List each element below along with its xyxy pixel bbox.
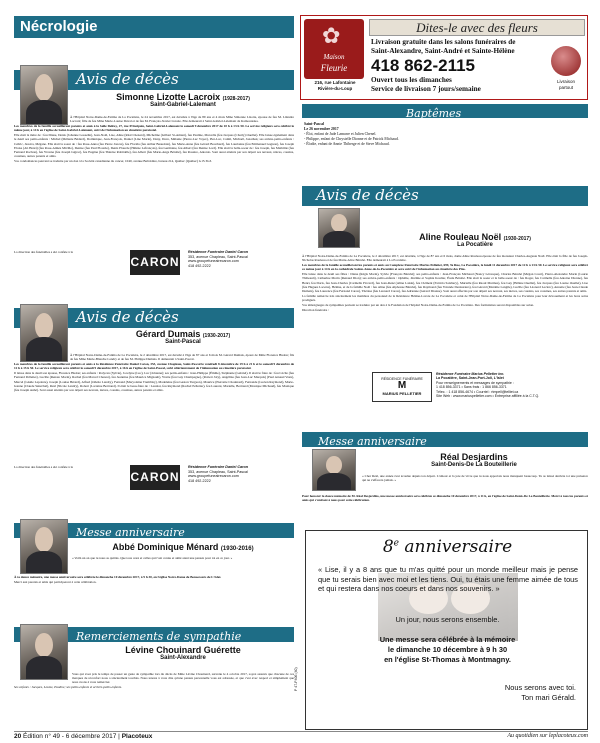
eighth-mass-line1: Une messe sera célébrée à la mémoire bbox=[379, 635, 516, 644]
remerciements-heading bbox=[72, 645, 294, 661]
obituary-1-place: Saint-Gabriel-Lalemant bbox=[150, 102, 216, 108]
footer-brand: Placoteux bbox=[121, 733, 153, 740]
eighth-title: anniversaire bbox=[404, 537, 513, 557]
pelletier-line2: Pour renseignements et messages de sympathie : bbox=[436, 380, 514, 385]
eighth-closing-line1: Nous serons avec toi. bbox=[504, 683, 576, 692]
eighth-anniversary-title bbox=[306, 537, 589, 557]
obituary-3-text bbox=[302, 254, 588, 313]
remerciements-p2: Ses enfants : Jacques, Louise, Pauline; ses petits-enfants et arrière-petits-enfants. bbox=[14, 685, 122, 690]
desjardins-quote: « Cher Réal, une année s'est écoulée depuis ton départ. L'amour et la joie de vivre que tu nous apportais nous manquent beaucoup. Tu as laissé derrière toi une présence qui ne s'effacera jamais. » bbox=[362, 474, 588, 483]
obituary-1-years: (1928-2017) bbox=[222, 96, 250, 102]
partner-line1: Livraison bbox=[556, 79, 575, 84]
globe-icon bbox=[551, 46, 581, 76]
ad-line4: Service de livraison 7 jours/semaine bbox=[371, 85, 481, 93]
ad-line2: Saint-Alexandre, Saint-André et Sainte-Hélène bbox=[371, 47, 515, 55]
menard-quote: « Voilà un an que tu nous as quittés. Que tous ceux et celles qui t'ont connu et aimé aient une pensée pour toi en ce jour. » bbox=[72, 556, 233, 560]
bapteme-item: - Éloi, enfant de Jade Lamarre et Julien Chenel. bbox=[304, 132, 377, 136]
menard-name-line bbox=[72, 542, 294, 552]
footer-page-number: 20 bbox=[14, 733, 22, 740]
desjardins-photo bbox=[312, 449, 356, 491]
obituary-1-p4: Vos condoléances peuvent se traduire par un don à la Société canadienne du cancer, 1040, avenue Belvédère, bureau 214, Québec (Québec) G1S 3G3. bbox=[14, 158, 213, 163]
partner-line2: partout bbox=[558, 84, 573, 90]
footer-separator: | bbox=[118, 733, 120, 740]
baptemes-band bbox=[302, 104, 588, 118]
eighth-sup: e bbox=[393, 538, 399, 549]
eighth-mass-line3: en l'église St-Thomas à Montmagny. bbox=[384, 655, 511, 664]
eighth-mass-line2: le dimanche 10 décembre à 9 h 30 bbox=[387, 645, 508, 654]
bapteme-item: - Philippe, enfant de Chrystelle Dionne et de Patrick Michaud. bbox=[304, 137, 399, 141]
caron-logo-2: CARON bbox=[130, 465, 180, 490]
obituary-3-p3: Elle laisse dans le deuil ses filles : Diane (Régis Morin), Sylvie (François Bérubé); ses petits-enfants : Jean-François Michaud (Nancy Lévesque), Charles Bérubé (Mégan Court), Pierre-Alexandre Morin (Laurie Thibeault), Catherine Morin (Renaud Dion); ses arrière-petits-enfants : Ophélie, Jérémie et Sophia Koulier, Ésaïe Bérubé. Elle était la soeur et la belle-soeur de : feu Roger, feu Carmelle (feu Antoine Dionne), feu Henri, feu Doris, feu Jean-Charles (Carmella Piccard), feu Jean-René (Aline Laisle), feu Clément (Patricia Saisbury), Murielle (feu Raoul Marmas), feu Guy (Hélène Ouellet), feu Jacques (feu Louise Ouellet), Lise (feu Hugues Lacerte), Hélène, et de la famille Noël : feu Aline (feu Alphonse Bérubé), feu Raymond (feu Yolande Deslauriers), feu Gérard (Maxime Langile), Lucille (feu Léonard Leclerc), Annette (feu Jean-Claude Dumais), feu Laurence (feu Fernand Caron), Thérèse (feu Léonard Caron), feu Adrienne (Gérard Dionne). Sont aussi affectés par son départ ses neveux, ses nièces, ses cousins, ses cousines, ses autres parents et amis. bbox=[302, 272, 588, 293]
footer-rule bbox=[14, 731, 588, 732]
obituary-1-text bbox=[14, 115, 294, 164]
desjardins-heading bbox=[360, 452, 588, 468]
caron-tel-2: 418 492-2222 bbox=[188, 478, 211, 483]
pelletier-line3: 1 418 856-3371 • Sans frais : 1 866 856-3371 bbox=[436, 385, 507, 390]
caron-address-2: 353, avenue Chapleau, Saint-Pascal bbox=[188, 469, 248, 474]
shop-address-line2: Rivière-du-Loup bbox=[317, 86, 353, 91]
flower-icon: ✿ bbox=[322, 23, 341, 48]
eighth-closing-line2: Ton mari Gérald. bbox=[521, 693, 576, 702]
footer-edition: Édition n° 49 - 6 décembre 2017 bbox=[23, 733, 117, 740]
remerciements-name: Lévine Chouinard Guérette bbox=[125, 645, 241, 655]
eighth-quote: « Lise, il y a 8 ans que tu m'as quitté pour un monde meilleur mais je pense que tu serais bien avec moi et les tiens. Oui, tu étais une femme aimée de tous et qui restera dans nos coeurs et dans nos souvenirs. » bbox=[318, 565, 578, 594]
obituary-3-p6: Direction funéraire : bbox=[302, 308, 329, 313]
menard-text bbox=[72, 556, 294, 561]
eighth-line1: Un jour, nous serons ensemble. bbox=[395, 615, 500, 624]
pelletier-logo bbox=[372, 372, 432, 402]
pelletier-title: Résidence Funéraire Marius Pelletier inc. bbox=[436, 372, 505, 376]
obituary-1-heading bbox=[72, 92, 294, 108]
baptemes-date: Le 26 novembre 2017 bbox=[304, 127, 339, 131]
obituary-2-name: Gérard Dumais bbox=[135, 329, 201, 339]
obituary-3-p4: La famille remercie très sincèrement les membres du personnel de la Résidence Hélène-Lavoie de La Pocatière et celui de l'Hôpital Notre-Dame-de-Fatima de La Pocatière pour leur dévouement et les bons soins prodigués. bbox=[302, 293, 588, 302]
ad-text bbox=[371, 38, 546, 94]
caron-title-2: Résidence Funéraire Daniel Caron bbox=[188, 465, 249, 469]
pelletier-info bbox=[436, 372, 588, 398]
obituary-1-direction: La direction des funérailles a été confiée à la bbox=[14, 250, 73, 254]
obituary-2-p2: Les membres de la famille accueilleront parents et amis à la Résidence Funéraire Daniel Caron, 353, avenue Chapleau, Saint-Pascal le vendredi 8 décembre de 19 h à 21 h et le samedi 9 décembre de 12 h à 15 h 50. Le service religieux sera célébré le samedi 9 décembre 2017, à 16 h en l'église de Saint-Pascal, suivi ultérieurement de l'inhumation au cimetière paroissial. bbox=[14, 362, 294, 371]
obituary-1-name-line bbox=[72, 92, 294, 102]
eighth-mass bbox=[306, 635, 589, 665]
ad-title-band bbox=[369, 19, 585, 36]
flower-shop-logo bbox=[304, 19, 364, 79]
obituary-photo-3 bbox=[318, 208, 360, 248]
obituary-2-p3: Il laisse dans le deuil son épouse, Florence Hudon; ses enfants : Rolycan (Sylvie), Jocelyne (Luc), Luc (Johanne); ses petits-enfants : Jean-Philippe (Émilie), Stéphanie (Gabriel). Il était le frère de : feu Cécile (feu Fernand Pelletier), Lucille (Renato Morin), Rachel (feu Marcel Charest), feu Jeannine (feu Maurice Mignault), Yvette (feu Guy Champagne), (Robert Joly), Angélina (feu Jean-Luc Marquis) (Paul Arnaud Vaux), Marcel (Gisèle Lapointe), Joseph (Louise Bérard), Alfred (Odette Landry), Fernand (Maryolaine Tremblay), Madeleine (feu Gaston Turgeon), Maurice (Pierrette Chouinard), Fernande (Lucien Raymond), Marie-Jeanne (Claude Sénéchal), Réal (Nicole Landry), Robert (Lorraine Bertrand). Il était le beau-frère de : Lauréat, feu Raymond (Rachel Pelletier), feu Laurent, Marielle, Bertrand (Monique Michaud), feu Monique (feu Joseph Aubé). Sont aussi atteints par son départ ses neveux, nièces, cousins, cousines, autres parents et amis. bbox=[14, 371, 294, 392]
caron-info-2 bbox=[188, 465, 298, 483]
obituary-3-name: Aline Rouleau Noël bbox=[419, 232, 502, 242]
baptemes-text bbox=[304, 122, 588, 147]
eighth-closing bbox=[346, 683, 576, 703]
obituary-2-heading bbox=[72, 329, 294, 345]
caron-info-1 bbox=[188, 250, 298, 268]
pelletier-line4: Télec. : 1 418 856-4674 • Courriel : rtmpell@telliet.ca bbox=[436, 389, 519, 394]
pelletier-logo-line2: MARIUS PELLETIER bbox=[382, 391, 422, 396]
obituary-band-label: Avis de décès bbox=[76, 70, 179, 88]
menard-mass: À ta douce mémoire, une messe anniversaire sera célébrée le dimanche 10 décembre 2017, à 9 h 30, en l'église Notre-Dame de Bonsecours de L'Islet. bbox=[14, 575, 222, 579]
shop-address bbox=[303, 80, 367, 92]
caron-web-1: www.groupefuneairecaron.com bbox=[188, 259, 239, 264]
section-title: Nécrologie bbox=[20, 18, 98, 35]
pelletier-line5: Site Web : www.mariuspelletier.com • Entreprise affiliée à la C.T.Q. bbox=[436, 394, 540, 399]
pelletier-address: La Pocatière, Saint-Jean-Port-Joli, L'Islet bbox=[436, 376, 504, 381]
remerciements-place: Saint-Alexandre bbox=[160, 655, 206, 661]
obituary-3-place: La Pocatière bbox=[457, 242, 493, 248]
caron-web-2: www.groupefuneairecaron.com bbox=[188, 474, 239, 479]
caron-address-1: 353, avenue Chapleau, Saint-Pascal bbox=[188, 254, 248, 259]
menard-thanks: Merci aux parents et amis qui participeront à cette célébration. bbox=[14, 580, 97, 585]
obituary-1-p1: À l'Hôpital Notre-Dame-de-Fatima de La Pocatière, le 24 novembre 2017, est décédée à l'âge de 89 ans et 4 mois Mme Simonne Lizotte, épouse de feu M. Lilandre Lacroix; fille de feu Mme Marie-Louise Duval et de feu M. François-Xavier Lizotte. Elle demeurait à Saint-Gabriel-Lalemant de Kamouraska. bbox=[70, 115, 294, 124]
obituary-2-p1: À l'Hôpital Notre-Dame-de-Fatima de La Pocatière, le 2 décembre 2017, est décédé à l'âge de 87 ans et 6 mois M. Gérard Dumais, époux de Mme Florence Hudon; fils de feu Mme Marie-Blanche Landry et de feu M. Philippe Dumais. Il demeurait à Saint-Pascal. bbox=[70, 353, 294, 362]
obituary-3-heading bbox=[362, 232, 588, 248]
eighth-num: 8 bbox=[382, 537, 394, 557]
shop-address-line1: 216, rue Lafontaine bbox=[314, 80, 356, 85]
eighth-anniversary-box bbox=[294, 530, 588, 730]
pelletier-m-icon: M bbox=[397, 380, 407, 391]
footer-left bbox=[14, 733, 152, 740]
eighth-code: P 47-P406 (40) bbox=[294, 667, 298, 691]
flower-ad bbox=[300, 15, 588, 100]
obituary-band-label-2: Avis de décès bbox=[76, 308, 179, 326]
obituary-2-years: (1930-2017) bbox=[202, 333, 231, 339]
remerciements-p1: Vous qui avez pris le temps de passer un geste de sympathie lors du décès de Mme Lévine Chouinard, survenu le 4 octobre 2017, soyez assurés que chacune de ces marques de réconfort nous a sincèrement touchés. Nous tenons à vous dire qu'une pensée personnelle vous est adressée, et que c'est avec respect et simplement que nous avons à vous remercier. bbox=[72, 672, 294, 685]
obituary-1-p3: Elle était la mère de : feu Diane, Denis (Johanne Gosselin), Jean-Noël, Lise, Aline (Réal Chenard), Micheline (Gilbert St-Amant), feu Pauline, Marcelle (feu Jacques (Charly) Ouellet). Elle laisse également dans le deuil ses petits-enfants : Michel (Mélanie Bédard), Dominique, Jean-François, Daniel (Line Morin), Dany, Dave, Mélanie (Pierre-Luc Voyer), Pier-Luc, Camil, Michaël, Jonathan; ses arrière-petits-enfants : Cédric, Jessica, Mégane. Elle était la soeur de : feu Rose-Anna (feu Pierre Joncas), feu Florida (feu Arthur Beaudoin), feu Marie-Anne (feu Gérard Bouchard), feu Laurianne (feu Emmanuel Gagnon), feu Joseph Eloise (Ab Henri) (feu Rose-Aimée Miville), Denise (feu Paul Plourde), Denis Plourde (Hélène Lafrançois), feu Germaine, feu Albert (feu Denise Lord). Elle était la belle-soeur de : feu Joseph, feu Mathilde (feu Fernand Rochon), feu Yvonne (feu Joseph Gigrac), feu Eugène (feu Thérèse Robitaille), feu Albert (feu Marie-Ange Bérubé), feu Rosaire, Antonio. Sont aussi atteints par son départ ses neveux, nièces, cousins, cousines, autres parents et amis. bbox=[14, 133, 294, 158]
messe-band-desjardins-label: Messe anniversaire bbox=[318, 435, 427, 448]
ad-title: Dites-le avec des fleurs bbox=[416, 20, 538, 35]
desjardins-name: Réal Desjardins bbox=[440, 452, 508, 462]
obituary-2-name-line bbox=[72, 329, 294, 339]
menard-photo bbox=[20, 519, 68, 574]
obituary-1-name: Simonne Lizotte Lacroix bbox=[116, 92, 221, 102]
baptemes-place: Saint-Pascal bbox=[304, 122, 325, 126]
obituary-1-p2: Les membres de la famille accueilleront parents et amis à la Salle DeRoy, 27, rue Principale, Saint-Gabriel-Lalemant le samedi 9 décembre 2017 de 10 h à 13 h 50. Le service religieux sera célébré le même jour, à 14 h en l'église de Saint-Gabriel-Lalemant, suivi de l'inhumation au cimetière paroissial. bbox=[14, 124, 294, 133]
caron-tel-1: 418 492-2222 bbox=[188, 263, 211, 268]
desjardins-quote-block bbox=[362, 474, 588, 483]
obituary-2-place: Saint-Pascal bbox=[165, 339, 201, 345]
desjardins-place: Saint-Denis-De La Bouteillerie bbox=[431, 462, 517, 468]
ad-line1: Livraison gratuite dans les salons funéraires de bbox=[371, 38, 516, 46]
menard-years: (1930-2016) bbox=[220, 546, 254, 552]
baptemes-heading: Baptêmes bbox=[406, 107, 462, 120]
remerciements-text bbox=[14, 672, 294, 690]
footer-right: Au quotidien sur leplacoteux.com bbox=[507, 733, 588, 739]
shop-name-line1: Maison bbox=[323, 53, 345, 61]
obituary-band-3 bbox=[302, 186, 588, 206]
obituary-3-p5: Vos témoignages de sympathies peuvent se traduire par un don à la Fondation de l'hôpital Notre-Dame-de-Fatima de La Pocatière. Des formulaires seront disponibles sur salon. bbox=[302, 303, 534, 308]
obituary-3-p2: Les membres de la famille accueilleront les parents et amis au Complexe Funéraire Marius Pelletier, 699, 9e Rue, La Pocatière, le lundi 11 décembre 2017 de 12 h à 13 h 50. Le service religieux sera célébré ce même jour à 14 h en la cathédrale Sainte-Anne-de-la-Pocatière et sera suivi de l'inhumation au cimetière des Pins. bbox=[302, 263, 588, 272]
obituary-3-years: (1930-2017) bbox=[503, 236, 531, 242]
obituary-2-direction: La direction des funérailles a été confiée à la bbox=[14, 465, 73, 469]
section-header bbox=[14, 16, 294, 38]
obituary-3-name-line bbox=[362, 232, 588, 242]
messe-band-menard-label: Messe anniversaire bbox=[76, 526, 185, 539]
ad-phone: 418 862-2115 bbox=[371, 56, 475, 75]
ad-line3: Ouvert tous les dimanches bbox=[371, 76, 452, 84]
menard-name: Abbé Dominique Ménard bbox=[112, 542, 219, 552]
desjardins-mass: Pour honorer la douce mémoire de M. Réal Desjardins, une messe anniversaire sera célébrée ce dimanche 10 décembre 2017, à 11 h, en l'église de Saint-Denis-De La Bouteillerie. Merci à tous les parents et amis qui s'uniront à nous pour cette célébration. bbox=[302, 494, 588, 503]
obituary-2-text bbox=[14, 353, 294, 393]
bapteme-item: - Élodie, enfant de Annie Thiberge et de Steve Michaud. bbox=[304, 142, 390, 146]
caron-logo-1: CARON bbox=[130, 250, 180, 275]
obituary-band-label-3: Avis de décès bbox=[316, 186, 419, 204]
desjardins-mass-block bbox=[302, 494, 588, 503]
menard-text-2 bbox=[14, 575, 294, 585]
caron-title-1: Résidence Funéraire Daniel Caron bbox=[188, 250, 249, 254]
shop-name-line2: Fleurie bbox=[320, 63, 348, 73]
obituary-3-p1: À l'Hôpital Notre-Dame-de-Fatima de La Pocatière, le 2 décembre 2017, est décédée, à l'âge de 87 ans et 6 mois, dame Aline Rouleau épouse de feu monsieur Charles-Auguste Noël. Elle était la fille de feu Joseph-Nicholas Rouleau et de feu Marie-Alice Bérubé. Elle demeurait à La Pocatière. bbox=[302, 254, 588, 263]
pelletier-logo-line1: RÉSIDENCE FUNÉRAIRE bbox=[381, 377, 423, 381]
partner-text bbox=[545, 79, 587, 90]
remerciements-band-label: Remerciements de sympathie bbox=[76, 630, 242, 643]
messe-band-desjardins bbox=[302, 432, 588, 447]
